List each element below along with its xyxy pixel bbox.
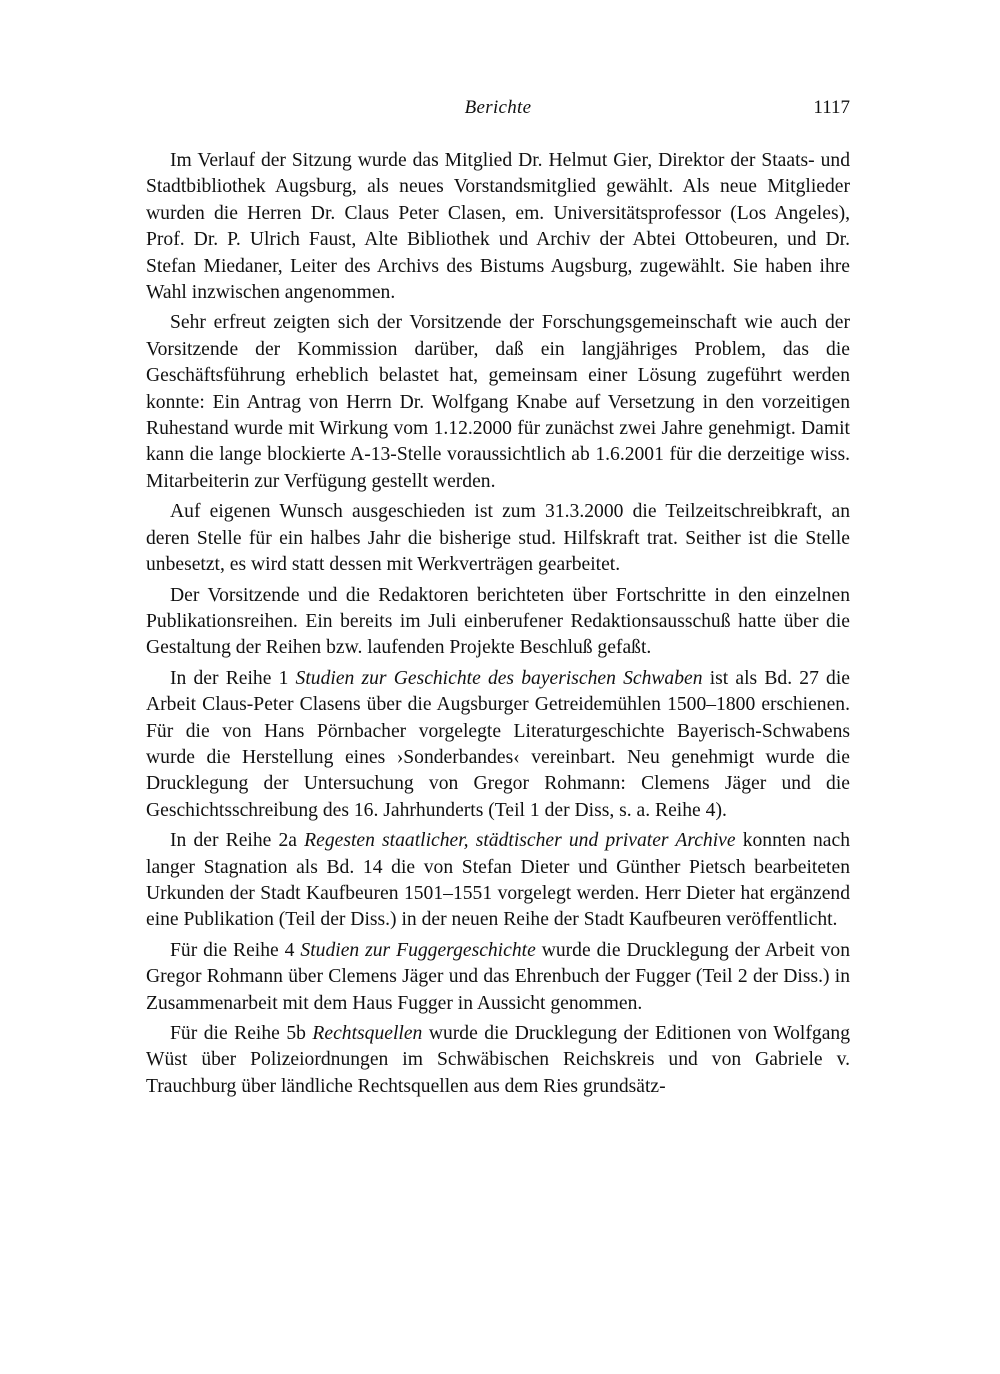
page-number: 1117 <box>813 97 850 118</box>
running-header <box>146 97 850 127</box>
series-title: Studien zur Geschichte des bayerischen Schwaben <box>295 667 703 689</box>
series-title: Studien zur Fuggergeschichte <box>300 939 536 961</box>
paragraph <box>146 666 850 824</box>
text-run: ist als Bd. 27 die Arbeit Claus-Peter Clasens über die Augsburger Getreidemühlen 1500–1800 erschienen. Für die von Hans Pörnbacher vorgelegte Literaturgeschichte Bayerisch-Schwabens wurde die Herstellung eines ›Sonderbandes‹ vereinbart. Neu genehmigt wurde die Drucklegung der Untersuchung von Gregor Rohmann: Clemens Jäger und die Geschichtsschreibung des 16. Jahrhunderts (Teil 1 der Diss, s. a. Reihe 4). <box>146 667 850 821</box>
paragraph <box>146 499 850 578</box>
text-run: Im Verlauf der Sitzung wurde das Mitglied Dr. Helmut Gier, Direktor der Staats- und Stadtbibliothek Augsburg, als neues Vorstandsmitglied gewählt. Als neue Mitglieder wurden die Herren Dr. Claus Peter Clasen, em. Universitätsprofessor (Los Angeles), Prof. Dr. P. Ulrich Faust, Alte Bibliothek und Archiv der Abtei Ottobeuren, und Dr. Stefan Miedaner, Leiter des Archivs des Bistums Augsburg, zugewählt. Sie haben ihre Wahl inzwischen angenommen. <box>146 150 850 304</box>
series-title: Rechtsquellen <box>312 1023 423 1044</box>
text-run: Für die Reihe 4 <box>170 939 301 961</box>
paragraph <box>146 583 850 662</box>
text-run: Für die Reihe 5b <box>170 1023 313 1044</box>
text-run: konnten nach langer Stagnation als Bd. 14 die von Stefan Dieter und Günther Pietsch bearbeiteten Urkunden der Stadt Kaufbeuren 1501–1551 vorgelegt werden. Herr Dieter hat ergänzend eine Publikation (Teil der Diss.) in der neuen Reihe der Stadt Kaufbeuren veröffentlicht. <box>146 830 850 931</box>
text-run: Auf eigenen Wunsch ausgeschieden ist zum 31.3.2000 die Teilzeitschreibkraft, an deren Stelle für ein halbes Jahr die bisherige stud. Hilfskraft trat. Seither ist die Stelle unbesetzt, es wird statt dessen mit Werkverträgen gearbeitet. <box>146 501 850 576</box>
text-run: wurde die Drucklegung der Arbeit von Gregor Rohmann über Clemens Jäger und das Ehrenbuch der Fugger (Teil 2 der Diss.) in Zusammenarbeit mit dem Haus Fugger in Aussicht genommen. <box>146 939 850 1014</box>
text-run: In der Reihe 2a <box>170 830 305 852</box>
paragraph <box>146 148 850 306</box>
running-title: Berichte <box>464 97 532 118</box>
series-title: Regesten staatlicher, städtischer und privater Archive <box>304 830 736 852</box>
body-text <box>146 148 850 1100</box>
text-run: wurde die Drucklegung der Editionen von Wolfgang Wüst über Polizeiordnungen im Schwäbischen Reichskreis und von Gabriele v. Trauchburg über ländliche Rechtsquellen aus dem Ries grundsätz- <box>146 1023 850 1097</box>
text-run: Der Vorsitzende und die Redaktoren berichteten über Fortschritte in den einzelnen Publikationsreihen. Ein bereits im Juli einberufener Redaktionsausschuß hatte über die Gestaltung der Reihen bzw. laufenden Projekte Beschluß gefaßt. <box>146 584 850 659</box>
paragraph <box>146 310 850 495</box>
paragraph <box>146 828 850 934</box>
paragraph <box>146 1021 850 1100</box>
text-run: In der Reihe 1 <box>170 667 296 689</box>
paragraph <box>146 938 850 1017</box>
text-run: Sehr erfreut zeigten sich der Vorsitzende der Forschungsgemeinschaft wie auch der Vorsitzende der Kommission darüber, daß ein langjähriges Problem, das die Geschäftsführung erheblich belastet hat, gemeinsam einer Lösung zugeführt werden konnte: Ein Antrag von Herrn Dr. Wolfgang Knabe auf Versetzung in den vorzeitigen Ruhestand wurde mit Wirkung vom 1.12.2000 für zunächst zwei Jahre genehmigt. Damit kann die lange blockierte A-13-Stelle voraussichtlich ab 1.6.2001 für die derzeitige wiss. Mitarbeiterin zur Verfügung gestellt werden. <box>146 312 850 492</box>
